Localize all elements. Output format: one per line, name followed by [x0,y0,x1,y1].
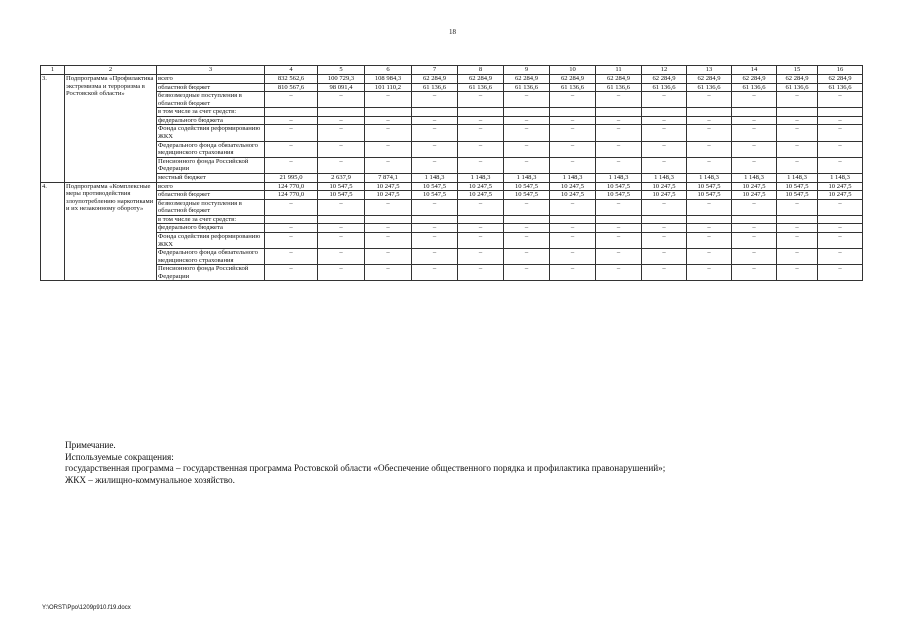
value-cell: – [365,125,412,141]
value-cell: – [412,224,458,233]
value-cell: 61 136,6 [732,83,777,92]
header-cell: 9 [504,66,550,75]
value-cell: 10 547,5 [412,182,458,191]
note-block [65,440,665,486]
value-cell: – [365,249,412,265]
value-cell: – [318,157,365,173]
value-cell [818,215,863,224]
value-cell: – [365,141,412,157]
value-cell: 10 547,5 [504,182,550,191]
table-row [41,108,863,117]
value-cell: – [818,116,863,125]
value-cell: – [818,199,863,215]
value-cell: – [777,116,818,125]
value-cell: – [596,157,642,173]
value-cell: 61 136,6 [687,83,732,92]
value-cell: 1 148,3 [732,173,777,182]
value-cell [458,108,504,117]
value-cell: 61 136,6 [642,83,687,92]
header-cell: 12 [642,66,687,75]
value-cell: – [412,125,458,141]
value-cell: – [777,157,818,173]
header-cell: 8 [458,66,504,75]
value-cell: – [732,92,777,108]
budget-table [40,65,863,281]
value-cell: – [818,125,863,141]
value-cell: – [777,199,818,215]
funding-source-label: Федерального фонда обязательного медицинского страхования [157,249,265,265]
value-cell: – [265,232,318,248]
value-cell: 61 136,6 [818,83,863,92]
value-cell: – [458,232,504,248]
table-row [41,265,863,281]
value-cell: 10 247,5 [642,182,687,191]
table-row [41,182,863,191]
value-cell: 61 136,6 [412,83,458,92]
value-cell: – [596,116,642,125]
value-cell: 62 284,9 [504,75,550,84]
note-subtitle: Используемые сокращения: [65,451,174,462]
value-cell: 10 547,5 [318,191,365,200]
value-cell: 21 995,0 [265,173,318,182]
header-cell: 2 [65,66,157,75]
value-cell: – [687,157,732,173]
value-cell: 61 136,6 [458,83,504,92]
value-cell: – [550,232,596,248]
file-path-footer: Y:\ORST\Ppo\1209p910.f19.docx [42,605,131,611]
table-row [41,224,863,233]
value-cell [318,108,365,117]
value-cell: – [365,157,412,173]
value-cell [458,215,504,224]
value-cell: – [732,199,777,215]
value-cell: 62 284,9 [687,75,732,84]
value-cell: – [818,232,863,248]
value-cell: – [777,249,818,265]
value-cell: – [458,125,504,141]
header-cell: 3 [157,66,265,75]
value-cell: – [458,157,504,173]
value-cell: – [687,232,732,248]
value-cell: – [642,92,687,108]
funding-source-label: Фонда содействия реформированию ЖКХ [157,125,265,141]
header-cell: 10 [550,66,596,75]
value-cell: 10 547,5 [687,191,732,200]
value-cell: – [504,265,550,281]
value-cell: – [596,224,642,233]
subprogram-name: Подпрограмма «Профилактика экстремизма и терроризма в Ростовской области» [65,75,157,183]
value-cell: – [642,265,687,281]
value-cell [642,215,687,224]
value-cell: – [504,116,550,125]
value-cell: – [504,92,550,108]
value-cell: – [596,232,642,248]
value-cell: – [318,265,365,281]
funding-source-label: федерального бюджета [157,224,265,233]
value-cell: 10 247,5 [458,191,504,200]
value-cell: 1 148,3 [642,173,687,182]
funding-source-label: Пенсионного фонда Российской Федерации [157,157,265,173]
value-cell: 10 247,5 [550,182,596,191]
value-cell: 810 567,6 [265,83,318,92]
value-cell: – [365,199,412,215]
page-number: 18 [449,28,456,36]
value-cell: 1 148,3 [777,173,818,182]
value-cell: 62 284,9 [642,75,687,84]
value-cell: – [687,141,732,157]
value-cell [596,215,642,224]
value-cell: – [365,265,412,281]
value-cell: – [318,141,365,157]
funding-source-label: в том числе за счет средств: [157,215,265,224]
table-row [41,141,863,157]
value-cell: 10 547,5 [412,191,458,200]
value-cell: 10 247,5 [550,191,596,200]
value-cell: – [642,157,687,173]
value-cell: 61 136,6 [550,83,596,92]
value-cell: 832 562,6 [265,75,318,84]
value-cell: 101 110,2 [365,83,412,92]
value-cell [318,215,365,224]
value-cell: 61 136,6 [777,83,818,92]
value-cell: 10 547,5 [596,191,642,200]
header-cell: 6 [365,66,412,75]
value-cell: – [818,141,863,157]
value-cell: – [596,125,642,141]
value-cell: 7 874,1 [365,173,412,182]
value-cell: – [732,157,777,173]
value-cell [412,215,458,224]
value-cell: – [265,199,318,215]
value-cell: 62 284,9 [596,75,642,84]
value-cell: 10 247,5 [818,191,863,200]
value-cell: 10 247,5 [642,191,687,200]
value-cell: – [818,265,863,281]
value-cell: – [504,232,550,248]
value-cell [550,215,596,224]
value-cell: 62 284,9 [818,75,863,84]
header-cell: 4 [265,66,318,75]
value-cell: 1 148,3 [596,173,642,182]
value-cell: 124 770,0 [265,191,318,200]
value-cell: – [596,199,642,215]
value-cell: – [642,249,687,265]
value-cell: – [732,224,777,233]
value-cell [777,215,818,224]
value-cell: – [318,125,365,141]
table-row [41,83,863,92]
value-cell: 100 729,3 [318,75,365,84]
value-cell [265,108,318,117]
value-cell: – [732,249,777,265]
value-cell: – [687,224,732,233]
value-cell: 10 247,5 [732,182,777,191]
table-row [41,157,863,173]
funding-source-label: областной бюджет [157,191,265,200]
table-row [41,173,863,182]
value-cell: 61 136,6 [504,83,550,92]
value-cell: – [596,141,642,157]
table-row [41,232,863,248]
value-cell: – [642,125,687,141]
value-cell: – [504,157,550,173]
funding-source-label: безвозмездные поступления в областной бюджет [157,92,265,108]
value-cell: – [265,265,318,281]
table-row [41,75,863,84]
note-title: Примечание. [65,440,116,450]
value-cell: – [687,116,732,125]
table-row [41,125,863,141]
subprogram-name: Подпрограмма «Комплексные меры противодействия злоупотреблению наркотиками и их незаконному обороту» [65,182,157,281]
value-cell: – [412,232,458,248]
value-cell [365,108,412,117]
value-cell: 10 247,5 [732,191,777,200]
value-cell: – [504,141,550,157]
value-cell: – [412,116,458,125]
value-cell: – [412,92,458,108]
value-cell: – [265,92,318,108]
funding-source-label: Фонда содействия реформированию ЖКХ [157,232,265,248]
value-cell: – [318,249,365,265]
value-cell: 62 284,9 [732,75,777,84]
value-cell: 10 247,5 [458,182,504,191]
value-cell: – [412,141,458,157]
value-cell: – [596,249,642,265]
funding-source-label: в том числе за счет средств: [157,108,265,117]
value-cell: – [412,265,458,281]
value-cell: – [818,249,863,265]
value-cell: – [550,265,596,281]
table-row [41,199,863,215]
value-cell: – [550,199,596,215]
value-cell: 124 770,0 [265,182,318,191]
funding-source-label: федерального бюджета [157,116,265,125]
value-cell: 62 284,9 [777,75,818,84]
value-cell [504,108,550,117]
value-cell: – [458,224,504,233]
value-cell [818,108,863,117]
value-cell: 62 284,9 [458,75,504,84]
funding-source-label: областной бюджет [157,83,265,92]
value-cell: – [818,224,863,233]
value-cell: – [265,157,318,173]
note-line-gosprogram: государственная программа – государственная программа Ростовской области «Обеспечение общественного порядка и профилактика правонарушений»; [65,463,666,473]
value-cell: – [596,92,642,108]
value-cell: – [504,249,550,265]
value-cell: – [504,199,550,215]
table-row [41,116,863,125]
value-cell: – [458,265,504,281]
value-cell: – [412,249,458,265]
value-cell: 1 148,3 [818,173,863,182]
value-cell: – [687,199,732,215]
value-cell: – [458,199,504,215]
value-cell: – [412,199,458,215]
value-cell: 10 547,5 [596,182,642,191]
value-cell: 1 148,3 [550,173,596,182]
funding-source-label: местный бюджет [157,173,265,182]
value-cell: 1 148,3 [687,173,732,182]
value-cell [504,215,550,224]
value-cell: – [265,249,318,265]
funding-source-label: всего [157,182,265,191]
funding-source-label: всего [157,75,265,84]
value-cell: – [687,249,732,265]
value-cell: – [687,265,732,281]
value-cell: – [550,157,596,173]
value-cell: – [777,265,818,281]
value-cell: 1 148,3 [458,173,504,182]
table-row [41,92,863,108]
value-cell [265,215,318,224]
value-cell: – [732,116,777,125]
value-cell [732,215,777,224]
table-header-row [41,66,863,75]
value-cell: – [777,125,818,141]
value-cell: 10 547,5 [777,191,818,200]
value-cell: – [550,141,596,157]
value-cell: – [777,141,818,157]
value-cell: – [458,92,504,108]
value-cell [732,108,777,117]
funding-source-label: безвозмездные поступления в областной бюджет [157,199,265,215]
funding-source-label: Федерального фонда обязательного медицинского страхования [157,141,265,157]
value-cell: 1 148,3 [412,173,458,182]
value-cell: – [642,224,687,233]
funding-source-label: Пенсионного фонда Российской Федерации [157,265,265,281]
value-cell: – [458,141,504,157]
table-row [41,191,863,200]
value-cell: 10 547,5 [687,182,732,191]
value-cell: 10 547,5 [504,191,550,200]
value-cell: – [550,116,596,125]
value-cell: – [265,224,318,233]
value-cell [365,215,412,224]
value-cell [596,108,642,117]
value-cell: – [318,92,365,108]
value-cell: – [365,224,412,233]
value-cell: – [642,116,687,125]
value-cell: – [365,116,412,125]
header-cell: 1 [41,66,65,75]
value-cell: 2 637,9 [318,173,365,182]
value-cell [642,108,687,117]
value-cell: – [777,224,818,233]
value-cell: 10 547,5 [318,182,365,191]
header-cell: 11 [596,66,642,75]
value-cell: 10 247,5 [365,191,412,200]
header-cell: 14 [732,66,777,75]
value-cell: – [687,92,732,108]
value-cell: – [458,116,504,125]
value-cell [412,108,458,117]
value-cell: 62 284,9 [412,75,458,84]
section-number: 3. [41,75,65,183]
value-cell: – [818,157,863,173]
value-cell: – [318,232,365,248]
value-cell: – [412,157,458,173]
value-cell: – [732,232,777,248]
value-cell: – [550,92,596,108]
value-cell: 10 247,5 [365,182,412,191]
section-number: 4. [41,182,65,281]
value-cell: 61 136,6 [596,83,642,92]
value-cell: – [265,125,318,141]
value-cell: – [596,265,642,281]
value-cell [687,108,732,117]
header-cell: 7 [412,66,458,75]
value-cell: 108 984,3 [365,75,412,84]
value-cell: – [318,224,365,233]
value-cell: 1 148,3 [504,173,550,182]
value-cell: – [504,224,550,233]
header-cell: 15 [777,66,818,75]
table-row [41,215,863,224]
note-line-zhkh: ЖКХ – жилищно-коммунальное хозяйство. [65,474,235,485]
value-cell: – [550,224,596,233]
value-cell: – [550,249,596,265]
value-cell: – [504,125,550,141]
value-cell: – [318,199,365,215]
value-cell: – [642,199,687,215]
value-cell: – [642,232,687,248]
value-cell: – [687,125,732,141]
value-cell: – [777,92,818,108]
value-cell: 62 284,9 [550,75,596,84]
value-cell: 10 547,5 [777,182,818,191]
value-cell: – [458,249,504,265]
value-cell: – [318,116,365,125]
value-cell: – [818,92,863,108]
table-row [41,249,863,265]
value-cell: – [732,125,777,141]
value-cell: – [265,116,318,125]
value-cell: – [550,125,596,141]
value-cell: – [265,141,318,157]
value-cell [777,108,818,117]
value-cell: 10 247,5 [818,182,863,191]
value-cell: – [365,232,412,248]
header-cell: 16 [818,66,863,75]
value-cell: – [732,141,777,157]
value-cell [550,108,596,117]
value-cell: – [732,265,777,281]
value-cell: – [642,141,687,157]
value-cell: – [777,232,818,248]
header-cell: 13 [687,66,732,75]
value-cell: – [365,92,412,108]
value-cell: 98 091,4 [318,83,365,92]
value-cell [687,215,732,224]
header-cell: 5 [318,66,365,75]
